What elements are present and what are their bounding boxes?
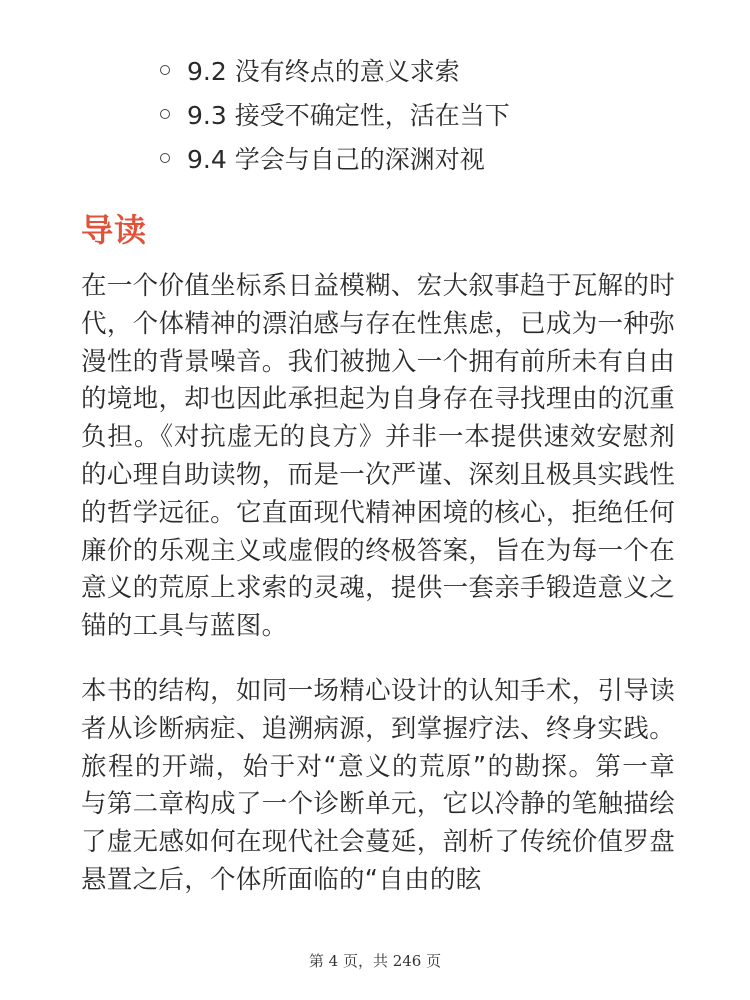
circle-bullet-icon [160,109,170,119]
toc-item[interactable] [160,136,510,180]
circle-bullet-icon [160,65,170,75]
toc-item-label: 9.4 学会与自己的深渊对视 [187,145,485,174]
toc-item-label: 9.3 接受不确定性，活在当下 [187,101,510,130]
toc-item-label: 9.2 没有终点的意义求索 [187,57,460,86]
toc-item[interactable] [160,48,510,92]
circle-bullet-icon [160,153,170,163]
body-paragraph: 在一个价值坐标系日益模糊、宏大叙事趋于瓦解的时代，个体精神的漂泊感与存在性焦虑，已成为一种弥漫性的背景噪音。我们被抛入一个拥有前所未有自由的境地，却也因此承担起为自身存在寻找理由的沉重负担。《对抗虚无的良方》并非一本提供速效安慰剂的心理自助读物，而是一次严谨、深刻且极具实践性的哲学远征。它直面现代精神困境的核心，拒绝任何廉价的乐观主义或虚假的终极答案，旨在为每一个在意义的荒原上求索的灵魂，提供一套亲手锻造意义之锚的工具与蓝图。 [81,271,675,642]
toc-item[interactable] [160,92,510,136]
page-number-footer: 第 4 页，共 246 页 [308,952,442,970]
section-heading: 导读 [81,211,148,249]
body-paragraph: 本书的结构，如同一场精心设计的认知手术，引导读者从诊断病症、追溯病源，到掌握疗法、终身实践。旅程的开端，始于对“意义的荒原”的勘探。第一章与第二章构成了一个诊断单元，它以冷静的笔触描绘了虚无感如何在现代社会蔓延，剖析了传统价值罗盘悬置之后，个体所面临的“自由的眩 [81,676,675,895]
toc-list [160,48,510,180]
